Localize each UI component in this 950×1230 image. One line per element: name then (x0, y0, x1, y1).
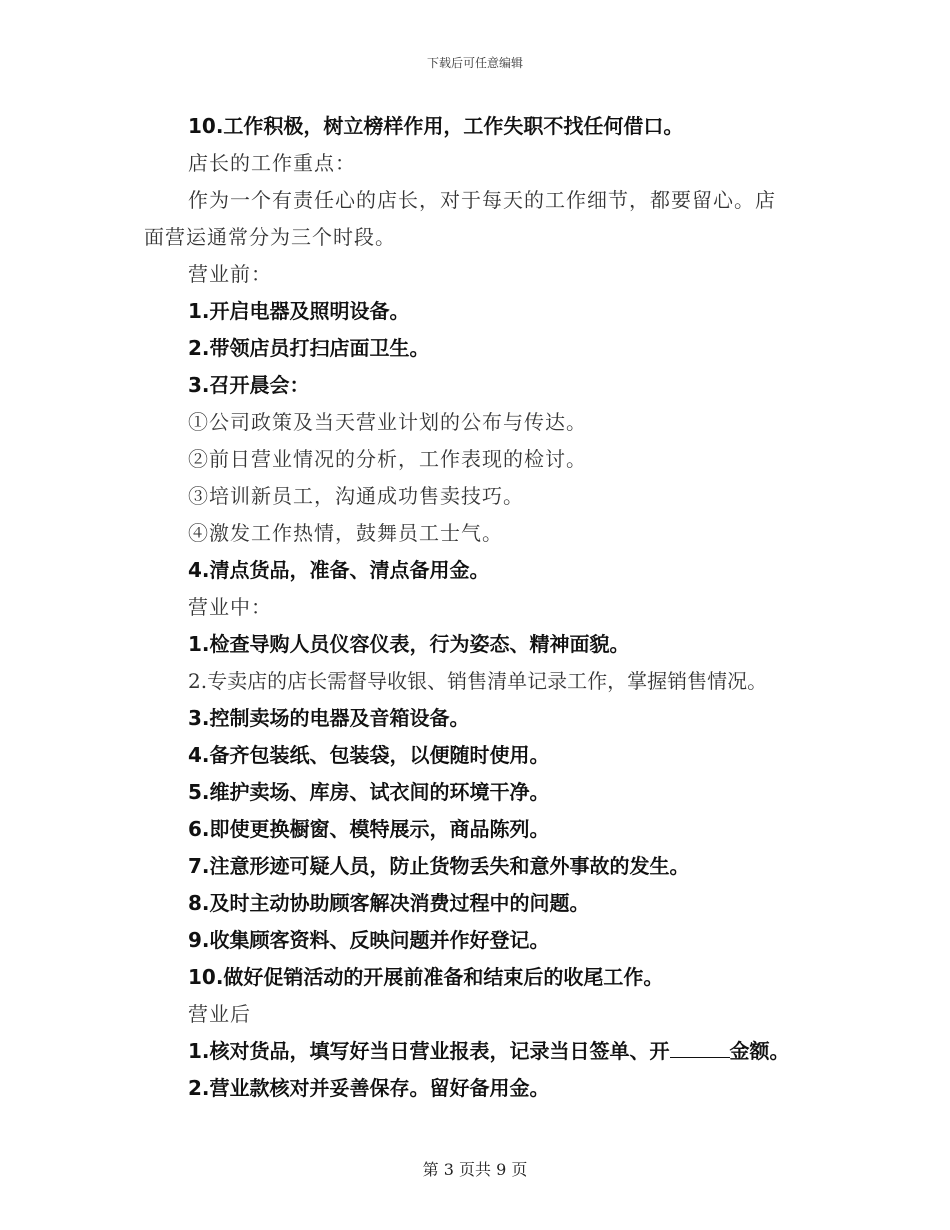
list-item: 9.收集顾客资料、反映问题并作好登记。 (188, 928, 550, 952)
list-item: 8.及时主动协助顾客解决消费过程中的问题。 (188, 891, 590, 915)
list-item: 1.开启电器及照明设备。 (188, 299, 410, 323)
document-body (144, 108, 814, 1107)
text-line: 面营运通常分为三个时段。 (144, 225, 396, 249)
sub-list-item: ③培训新员工，沟通成功售卖技巧。 (188, 484, 524, 508)
list-item: 6.即使更换橱窗、模特展示，商品陈列。 (188, 817, 550, 841)
sub-list-item: ②前日营业情况的分析，工作表现的检讨。 (188, 447, 587, 471)
list-item: 4.清点货品，准备、清点备用金。 (188, 558, 490, 582)
list-item: 3.控制卖场的电器及音箱设备。 (188, 706, 470, 730)
list-item: 10.做好促销活动的开展前准备和结束后的收尾工作。 (188, 965, 664, 989)
list-item: 4.备齐包装纸、包装袋，以便随时使用。 (188, 743, 550, 767)
text-segment: 金额。 (729, 1039, 790, 1063)
section-heading: 营业前： (188, 262, 272, 286)
list-item: 3.召开晨会： (188, 373, 310, 397)
list-item: 1.检查导购人员仪容仪表，行为姿态、精神面貌。 (188, 632, 630, 656)
page-header: 下载后可任意编辑 (426, 56, 523, 70)
page-footer: 第 3 页共 9 页 (422, 1160, 528, 1179)
list-item: 2.专卖店的店长需督导收银、销售清单记录工作，掌握销售情况。 (188, 669, 768, 693)
section-heading: 店长的工作重点： (188, 151, 356, 175)
text-line: 作为一个有责任心的店长，对于每天的工作细节，都要留心。店 (188, 188, 776, 212)
sub-list-item: ④激发工作热情，鼓舞员工士气。 (188, 521, 503, 545)
fill-in-blank (670, 1037, 730, 1058)
text-segment: 1.核对货品，填写好当日营业报表，记录当日签单、开 (188, 1039, 670, 1063)
section-heading: 营业后 (188, 1002, 251, 1026)
list-item (144, 1033, 814, 1070)
text-line: 10.工作积极，树立榜样作用，工作失职不找任何借口。 (188, 114, 684, 138)
section-heading: 营业中： (188, 595, 272, 619)
list-item: 7.注意形迹可疑人员，防止货物丢失和意外事故的发生。 (188, 854, 690, 878)
sub-list-item: ①公司政策及当天营业计划的公布与传达。 (188, 410, 587, 434)
list-item: 2.营业款核对并妥善保存。留好备用金。 (188, 1076, 550, 1100)
list-item: 2.带领店员打扫店面卫生。 (188, 336, 430, 360)
list-item: 5.维护卖场、库房、试衣间的环境干净。 (188, 780, 550, 804)
